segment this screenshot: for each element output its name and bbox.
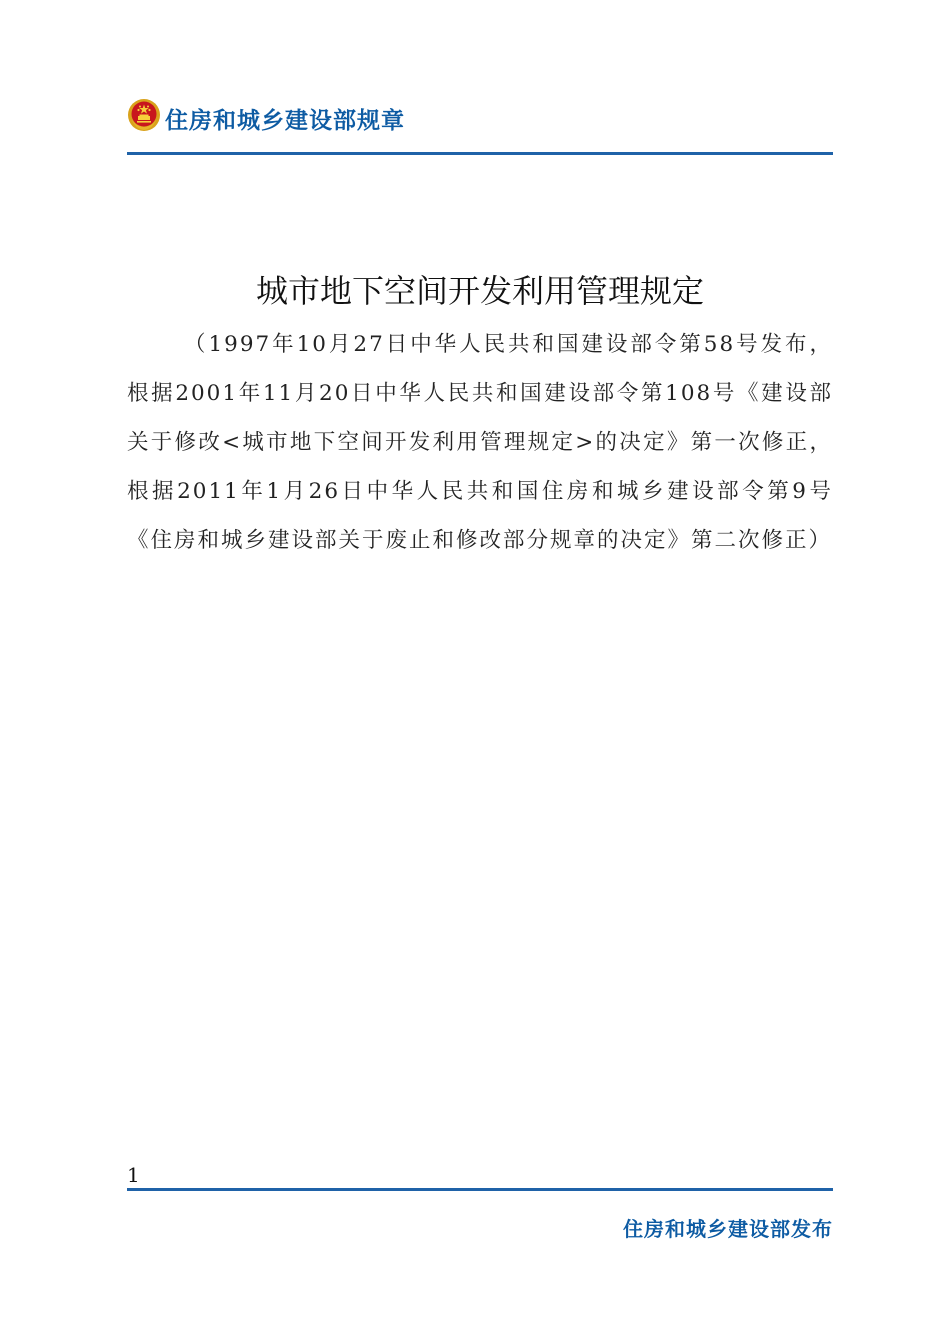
footer-divider bbox=[127, 1188, 833, 1191]
page-header bbox=[127, 94, 833, 154]
header-title: 住房和城乡建设部规章 bbox=[165, 108, 405, 134]
national-emblem-icon bbox=[127, 98, 161, 132]
document-title: 城市地下空间开发利用管理规定 bbox=[255, 272, 704, 310]
footer-publisher: 住房和城乡建设部发布 bbox=[623, 1217, 833, 1241]
document-revision-note: （1997年10月27日中华人民共和国建设部令第58号发布，根据2001年11月20日中华人民共和国建设部令第108号《建设部关于修改<城市地下空间开发利用管理规定>的决定》第一次修正，根据2011年1月26日中华人民共和国住房和城乡建设部令第9号《住房和城乡建设部关于废止和修改部分规章的决定》第二次修正） bbox=[127, 332, 833, 553]
page-number: 1 bbox=[127, 1163, 140, 1187]
header-divider bbox=[127, 152, 833, 155]
